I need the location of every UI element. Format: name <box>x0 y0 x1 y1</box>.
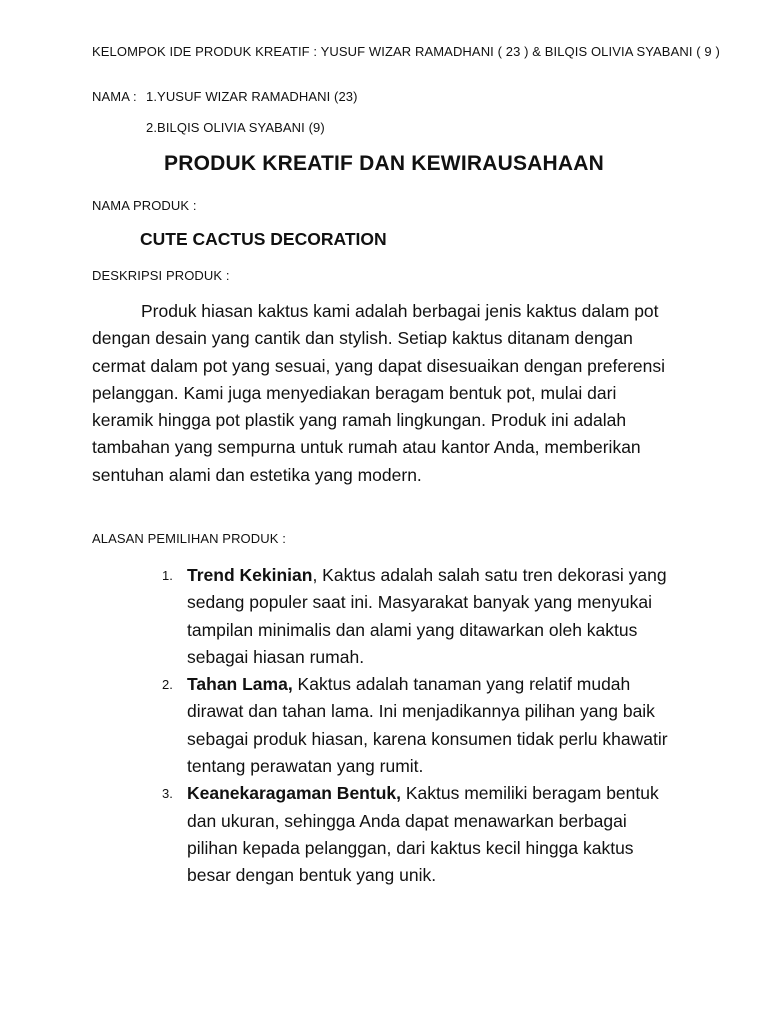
reason-title: Trend Kekinian <box>187 565 313 585</box>
deskripsi-label: DESKRIPSI PRODUK : <box>92 268 230 283</box>
reason-title: Tahan Lama, <box>187 674 293 695</box>
reason-number: 2. <box>162 677 173 693</box>
reason-list <box>0 562 768 890</box>
reason-text: Kaktus adalah tanaman yang relatif mudah dirawat dan tahan lama. Ini menjadikannya pilihan yang baik sebagai produk hiasan, karena konsumen tidak perlu khawatir tentang perawatan yang rumit. <box>187 674 668 777</box>
member-2: 2.BILQIS OLIVIA SYABANI (9) <box>146 120 325 135</box>
reason-text: , Kaktus adalah salah satu tren dekorasi yang sedang populer saat ini. Masyarakat banyak yang menyukai tampilan minimalis dan alami yang ditawarkan oleh kaktus sebagai hiasan rumah. <box>187 565 667 667</box>
reason-item <box>0 671 672 780</box>
reason-number: 3. <box>162 786 173 802</box>
reason-text: Kaktus memiliki beragam bentuk dan ukuran, sehingga Anda dapat menawarkan berbagai pilihan kepada pelanggan, dari kaktus kecil hingga kaktus besar dengan bentuk yang unik. <box>187 783 659 886</box>
member-1: 1.YUSUF WIZAR RAMADHANI (23) <box>146 89 358 104</box>
deskripsi-paragraph: Produk hiasan kaktus kami adalah berbagai jenis kaktus dalam pot dengan desain yang cantik dan stylish. Setiap kaktus ditanam dengan cermat dalam pot yang sesuai, yang dapat disesuaikan dengan preferensi pelanggan. Kami juga menyediakan beragam bentuk pot, mulai dari keramik hingga pot plastik yang ramah lingkungan. Produk ini adalah tambahan yang sempurna untuk rumah atau kantor Anda, memberikan sentuhan alami dan estetika yang modern. <box>92 301 666 485</box>
produk-label: NAMA PRODUK : <box>92 198 197 213</box>
reason-item <box>0 780 672 889</box>
group-line: KELOMPOK IDE PRODUK KREATIF : YUSUF WIZAR RAMADHANI ( 23 ) & BILQIS OLIVIA SYABANI ( 9 ) <box>92 44 720 59</box>
reason-number: 1. <box>162 568 173 583</box>
page-title: PRODUK KREATIF DAN KEWIRAUSAHAAN <box>164 152 604 175</box>
produk-name: CUTE CACTUS DECORATION <box>140 229 387 249</box>
alasan-label: ALASAN PEMILIHAN PRODUK : <box>92 531 286 546</box>
reason-title: Keanekaragaman Bentuk, <box>187 783 401 804</box>
nama-label: NAMA : <box>92 89 137 104</box>
reason-item <box>0 562 672 671</box>
